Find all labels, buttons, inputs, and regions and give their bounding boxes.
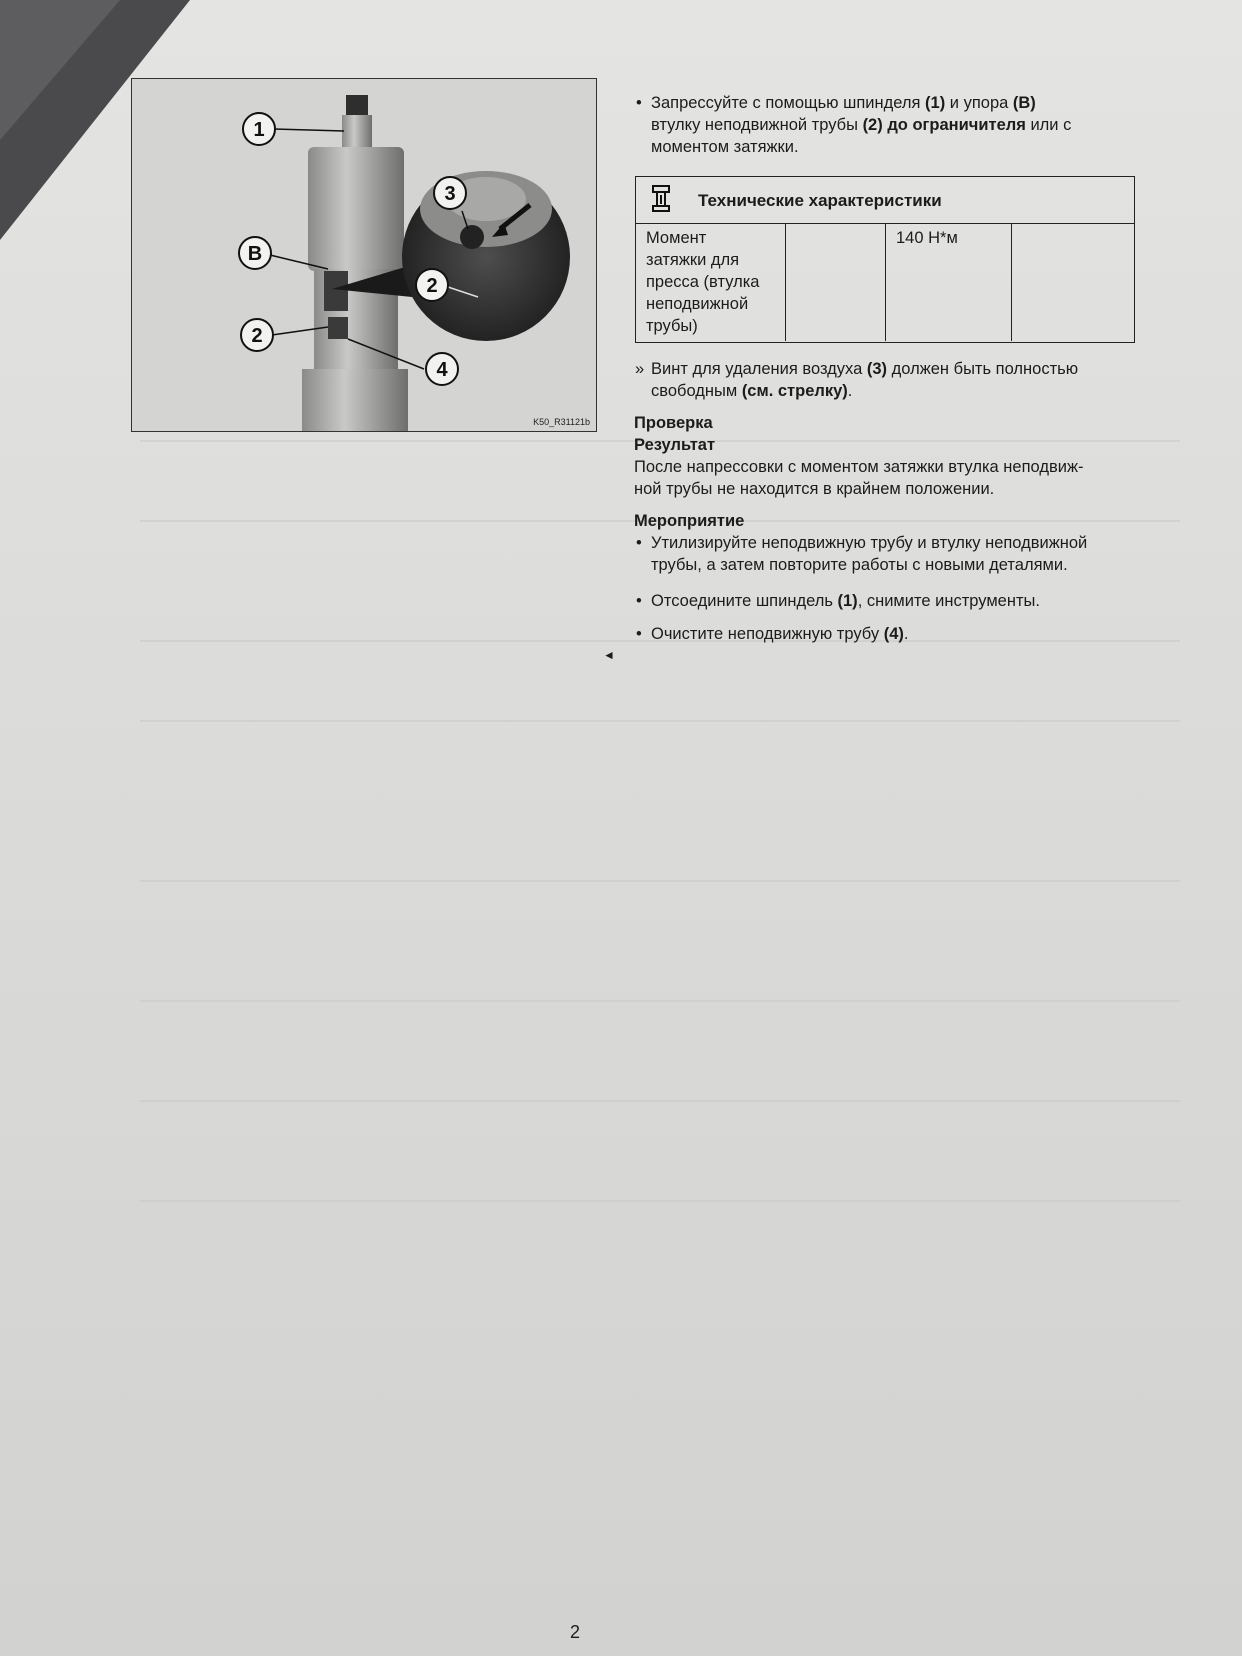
callout-3: 3 [444, 183, 456, 205]
technical-illustration [131, 78, 597, 432]
spec-empty-1 [786, 223, 886, 341]
end-marker: ◄ [603, 648, 615, 662]
action-heading: Мероприятие [634, 512, 745, 530]
bleed-screw-note: » Винт для удаления воздуха (3) должен быть полностью свободным (см. стрелку). [634, 358, 1154, 402]
step-press-sleeve: • Запрессуйте с помощью шпинделя (1) и упора (B) втулку неподвижной трубы (2) до ограничителя или с моментом затяжки. [634, 92, 1154, 158]
callout-1: 1 [253, 119, 265, 141]
spec-row [636, 223, 1134, 341]
callout-2-zoom: 2 [426, 275, 438, 297]
callout-b: B [247, 243, 263, 265]
spec-param: Момент затяжки для пресса (втулка неподвижной трубы) [636, 223, 786, 341]
spec-empty-2 [1012, 223, 1136, 341]
spec-title: Технические характеристики [698, 191, 942, 210]
spec-table [635, 176, 1135, 343]
check-heading: Проверка [634, 414, 713, 432]
step-disconnect-spindle: • Отсоедините шпиндель (1), снимите инструменты. [634, 590, 1154, 612]
tool-spec-icon [650, 184, 672, 214]
result-heading: Результат [634, 436, 716, 454]
callout-4: 4 [436, 359, 448, 381]
page-number: 2 [570, 1622, 581, 1642]
page-curl-shadow-inner [0, 0, 120, 140]
figure-code: K50_R31121b [533, 417, 590, 427]
check-section: Проверка Результат После напрессовки с моментом затяжки втулка неподвиж- ной трубы не находится в крайнем положении. Мероприятие • Утилизируйте неподвижную трубу и втулку неподвижной трубы, а затем повторите работы с новыми деталями. [634, 412, 1154, 576]
callout-2: 2 [251, 325, 263, 347]
step-clean-tube: • Очистите неподвижную трубу (4). [634, 623, 1154, 645]
spec-value: 140 Н*м [886, 223, 1012, 341]
